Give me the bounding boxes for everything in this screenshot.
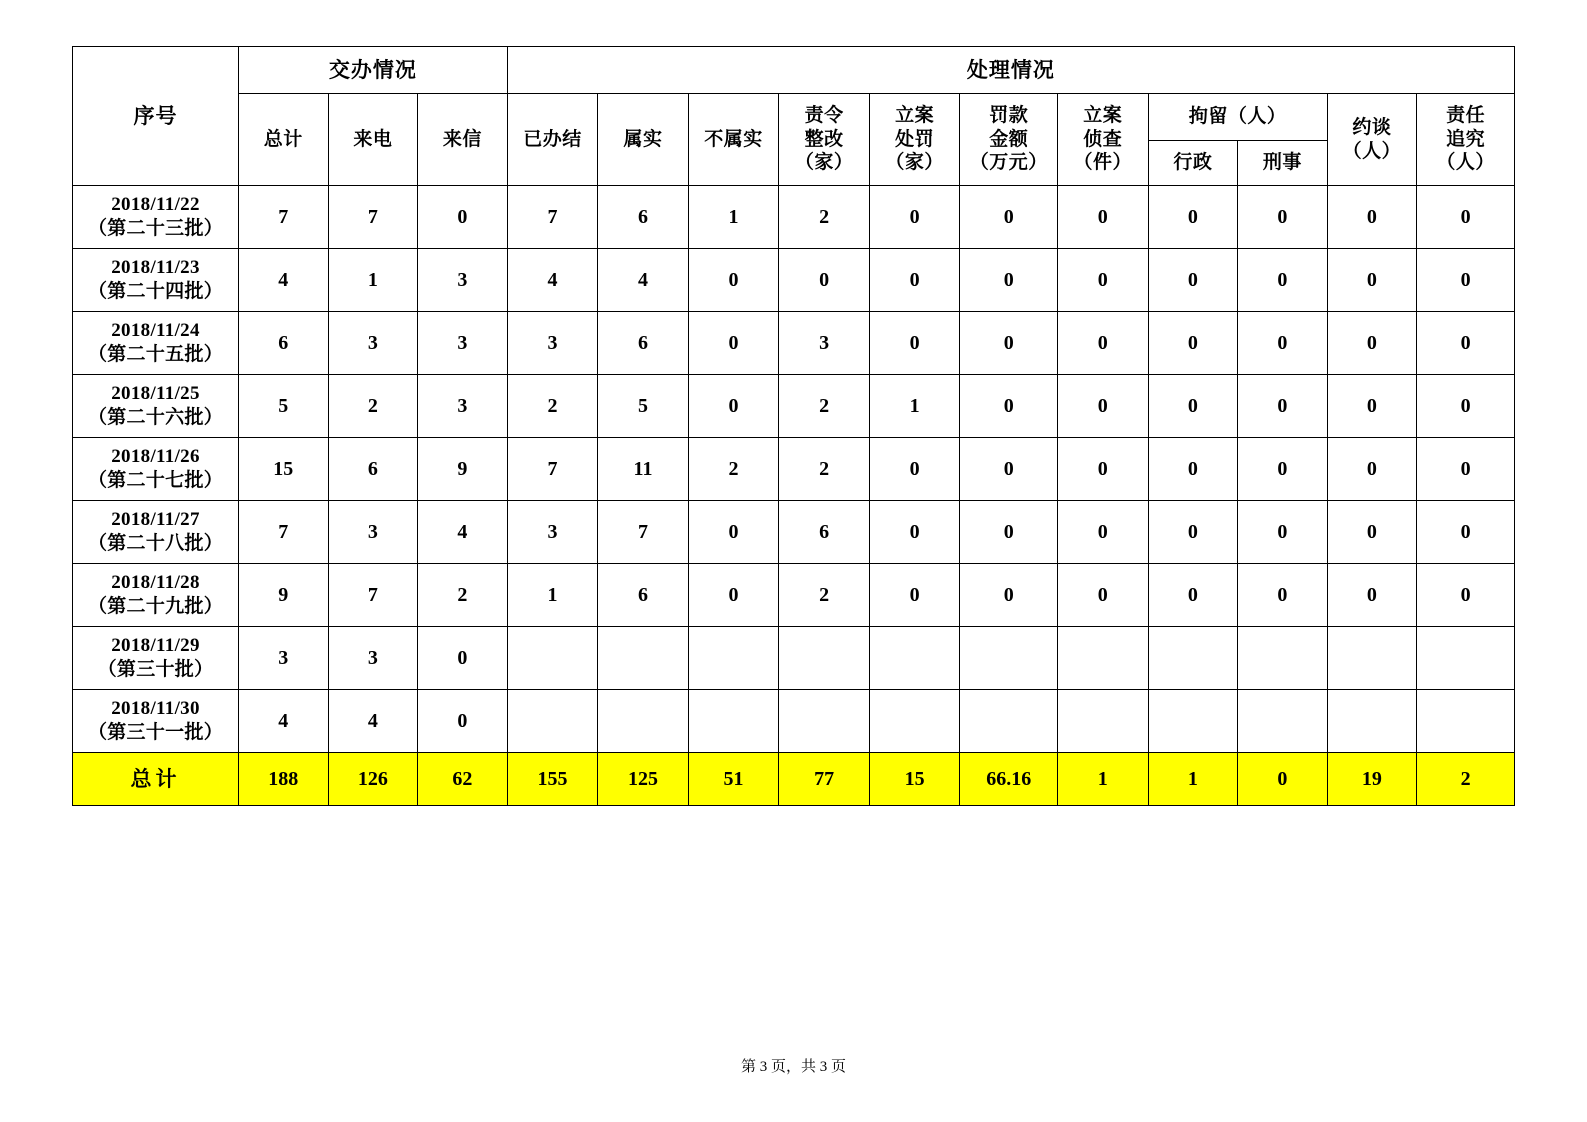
cell-detain-criminal: 0 [1238, 312, 1328, 375]
cell-detain-admin: 0 [1148, 375, 1238, 438]
table-header [73, 47, 1515, 186]
row-label [73, 627, 239, 690]
cell-call: 3 [328, 627, 418, 690]
cell-done: 4 [507, 249, 598, 312]
cell-order-rectify [779, 627, 870, 690]
cell-case-investigation [1058, 627, 1149, 690]
cell-call: 7 [328, 564, 418, 627]
cell-call: 3 [328, 501, 418, 564]
cell-done: 2 [507, 375, 598, 438]
row-date: 2018/11/24 [111, 320, 200, 342]
cell-total: 7 [239, 501, 329, 564]
cell-fine-amount: 0 [960, 501, 1058, 564]
report-table [72, 46, 1515, 806]
cell-detain-admin [1148, 690, 1238, 753]
cell-accountability: 0 [1417, 249, 1515, 312]
cell-case-investigation: 0 [1058, 564, 1149, 627]
table-row [73, 249, 1515, 312]
cell-detain-admin: 0 [1148, 438, 1238, 501]
cell-case-investigation [1058, 690, 1149, 753]
cell-accountability [1417, 627, 1515, 690]
header-col-fine-amount-line1: 罚款 [989, 104, 1029, 126]
cell-false-case: 1 [688, 186, 779, 249]
cell-detain-admin: 0 [1148, 564, 1238, 627]
header-col-case-investigation [1058, 94, 1149, 186]
cell-case-investigation: 0 [1058, 438, 1149, 501]
total-cell-false-case: 51 [688, 753, 779, 806]
row-batch: （第三十一批） [87, 722, 224, 743]
cell-detain-criminal: 0 [1238, 564, 1328, 627]
cell-letter: 9 [418, 438, 508, 501]
table-body [73, 186, 1515, 806]
header-col-detain-admin: 行政 [1148, 141, 1238, 186]
cell-interview: 0 [1327, 375, 1417, 438]
cell-accountability: 0 [1417, 375, 1515, 438]
cell-total: 9 [239, 564, 329, 627]
cell-accountability: 0 [1417, 438, 1515, 501]
cell-done: 3 [507, 312, 598, 375]
cell-total: 3 [239, 627, 329, 690]
header-col-false-case: 不属实 [688, 94, 779, 186]
cell-order-rectify [779, 690, 870, 753]
header-col-fine-amount-line3: （万元） [969, 152, 1048, 174]
table-row [73, 690, 1515, 753]
header-col-call: 来电 [328, 94, 418, 186]
cell-call: 6 [328, 438, 418, 501]
cell-fine-amount: 0 [960, 249, 1058, 312]
cell-true-case: 5 [598, 375, 689, 438]
header-col-case-investigation-line1: 立案 [1083, 104, 1123, 126]
cell-total: 7 [239, 186, 329, 249]
cell-accountability [1417, 690, 1515, 753]
cell-order-rectify: 2 [779, 438, 870, 501]
header-col-case-investigation-line3: （件） [1073, 152, 1133, 174]
total-cell-detain-criminal: 0 [1238, 753, 1328, 806]
header-col-order-rectify-line1: 责令 [804, 104, 844, 126]
cell-true-case: 6 [598, 312, 689, 375]
cell-interview: 0 [1327, 564, 1417, 627]
header-row-cols [73, 94, 1515, 141]
header-group-handle: 处理情况 [507, 47, 1514, 94]
cell-case-penalty: 0 [869, 438, 960, 501]
cell-accountability: 0 [1417, 501, 1515, 564]
header-group-assign: 交办情况 [239, 47, 508, 94]
header-col-fine-amount [960, 94, 1058, 186]
cell-order-rectify: 6 [779, 501, 870, 564]
row-batch: （第二十四批） [87, 281, 224, 302]
cell-call: 4 [328, 690, 418, 753]
cell-interview: 0 [1327, 438, 1417, 501]
cell-call: 2 [328, 375, 418, 438]
cell-false-case: 0 [688, 375, 779, 438]
table-row [73, 312, 1515, 375]
cell-call: 3 [328, 312, 418, 375]
cell-case-investigation: 0 [1058, 312, 1149, 375]
header-row-groups [73, 47, 1515, 94]
cell-total: 6 [239, 312, 329, 375]
row-date: 2018/11/23 [111, 257, 200, 279]
total-cell-detain-admin: 1 [1148, 753, 1238, 806]
total-cell-true-case: 125 [598, 753, 689, 806]
cell-case-penalty: 0 [869, 564, 960, 627]
cell-fine-amount: 0 [960, 312, 1058, 375]
cell-case-investigation: 0 [1058, 249, 1149, 312]
cell-case-penalty: 1 [869, 375, 960, 438]
total-cell-call: 126 [328, 753, 418, 806]
cell-letter: 4 [418, 501, 508, 564]
cell-case-investigation: 0 [1058, 501, 1149, 564]
total-cell-order-rectify: 77 [779, 753, 870, 806]
cell-fine-amount: 0 [960, 438, 1058, 501]
cell-detain-criminal: 0 [1238, 438, 1328, 501]
header-col-interview-line2: （人） [1342, 140, 1402, 162]
cell-false-case: 0 [688, 564, 779, 627]
header-col-order-rectify-line2: 整改 [804, 128, 844, 150]
header-col-interview [1327, 94, 1417, 186]
cell-case-investigation: 0 [1058, 375, 1149, 438]
table-row [73, 375, 1515, 438]
cell-false-case: 2 [688, 438, 779, 501]
row-label [73, 690, 239, 753]
cell-accountability: 0 [1417, 312, 1515, 375]
cell-detain-criminal: 0 [1238, 501, 1328, 564]
row-date: 2018/11/26 [111, 446, 200, 468]
row-batch: （第二十六批） [87, 407, 224, 428]
cell-call: 7 [328, 186, 418, 249]
cell-interview [1327, 690, 1417, 753]
header-col-total: 总计 [239, 94, 329, 186]
row-batch: （第二十五批） [87, 344, 224, 365]
header-col-case-penalty-line2: 处罚 [895, 128, 935, 150]
header-col-case-investigation-line2: 侦查 [1083, 128, 1123, 150]
row-date: 2018/11/28 [111, 572, 200, 594]
table-total-row [73, 753, 1515, 806]
row-label [73, 564, 239, 627]
header-col-detain-criminal: 刑事 [1238, 141, 1328, 186]
total-cell-letter: 62 [418, 753, 508, 806]
cell-detain-admin [1148, 627, 1238, 690]
cell-true-case: 4 [598, 249, 689, 312]
cell-false-case: 0 [688, 312, 779, 375]
table-row [73, 564, 1515, 627]
cell-letter: 0 [418, 627, 508, 690]
cell-order-rectify: 2 [779, 375, 870, 438]
header-col-order-rectify [779, 94, 870, 186]
cell-true-case: 11 [598, 438, 689, 501]
header-col-accountability-line2: 追究 [1446, 128, 1486, 150]
total-cell-done: 155 [507, 753, 598, 806]
cell-done: 3 [507, 501, 598, 564]
cell-letter: 3 [418, 249, 508, 312]
cell-true-case: 6 [598, 186, 689, 249]
cell-total: 4 [239, 690, 329, 753]
cell-done: 7 [507, 438, 598, 501]
cell-done: 1 [507, 564, 598, 627]
cell-detain-criminal: 0 [1238, 186, 1328, 249]
row-batch: （第二十九批） [87, 596, 224, 617]
header-col-case-penalty-line1: 立案 [895, 104, 935, 126]
cell-detain-criminal: 0 [1238, 375, 1328, 438]
row-batch: （第二十八批） [87, 533, 224, 554]
cell-letter: 0 [418, 690, 508, 753]
total-cell-interview: 19 [1327, 753, 1417, 806]
row-batch: （第二十三批） [87, 218, 224, 239]
row-batch: （第三十批） [97, 659, 214, 680]
cell-fine-amount: 0 [960, 375, 1058, 438]
table-row [73, 438, 1515, 501]
table-row [73, 186, 1515, 249]
row-label [73, 438, 239, 501]
cell-interview: 0 [1327, 501, 1417, 564]
cell-detain-criminal [1238, 627, 1328, 690]
cell-true-case: 6 [598, 564, 689, 627]
cell-call: 1 [328, 249, 418, 312]
header-col-interview-line1: 约谈 [1352, 116, 1392, 138]
row-date: 2018/11/29 [111, 635, 200, 657]
cell-done [507, 627, 598, 690]
header-col-case-penalty-line3: （家） [885, 152, 944, 174]
header-col-fine-amount-line2: 金额 [989, 128, 1029, 150]
header-seq: 序号 [73, 47, 239, 186]
row-label [73, 375, 239, 438]
cell-fine-amount [960, 627, 1058, 690]
header-col-done: 已办结 [507, 94, 598, 186]
cell-letter: 3 [418, 375, 508, 438]
header-col-letter: 来信 [418, 94, 508, 186]
cell-false-case [688, 627, 779, 690]
cell-case-penalty [869, 627, 960, 690]
row-date: 2018/11/25 [111, 383, 200, 405]
cell-fine-amount: 0 [960, 186, 1058, 249]
cell-interview [1327, 627, 1417, 690]
cell-letter: 0 [418, 186, 508, 249]
cell-detain-criminal: 0 [1238, 249, 1328, 312]
header-col-accountability-line3: （人） [1436, 152, 1495, 174]
row-date: 2018/11/27 [111, 509, 200, 531]
cell-detain-criminal [1238, 690, 1328, 753]
total-cell-case-investigation: 1 [1058, 753, 1149, 806]
cell-total: 4 [239, 249, 329, 312]
cell-case-penalty: 0 [869, 249, 960, 312]
cell-order-rectify: 2 [779, 564, 870, 627]
cell-interview: 0 [1327, 249, 1417, 312]
cell-order-rectify: 2 [779, 186, 870, 249]
total-cell-case-penalty: 15 [869, 753, 960, 806]
row-batch: （第二十七批） [87, 470, 224, 491]
cell-case-penalty [869, 690, 960, 753]
cell-letter: 2 [418, 564, 508, 627]
cell-case-penalty: 0 [869, 186, 960, 249]
cell-total: 15 [239, 438, 329, 501]
header-col-accountability [1417, 94, 1515, 186]
cell-done: 7 [507, 186, 598, 249]
row-date: 2018/11/30 [111, 698, 200, 720]
cell-fine-amount: 0 [960, 564, 1058, 627]
cell-letter: 3 [418, 312, 508, 375]
cell-order-rectify: 3 [779, 312, 870, 375]
cell-total: 5 [239, 375, 329, 438]
cell-true-case: 7 [598, 501, 689, 564]
cell-done [507, 690, 598, 753]
row-date: 2018/11/22 [111, 194, 200, 216]
row-label [73, 312, 239, 375]
cell-accountability: 0 [1417, 186, 1515, 249]
total-cell-fine-amount: 66.16 [960, 753, 1058, 806]
cell-case-penalty: 0 [869, 312, 960, 375]
cell-true-case [598, 690, 689, 753]
cell-false-case [688, 690, 779, 753]
row-label [73, 186, 239, 249]
total-row-label: 总计 [73, 753, 239, 806]
table-row [73, 501, 1515, 564]
cell-accountability: 0 [1417, 564, 1515, 627]
cell-false-case: 0 [688, 501, 779, 564]
header-col-detain: 拘留（人） [1148, 94, 1327, 141]
header-col-accountability-line1: 责任 [1446, 104, 1486, 126]
cell-detain-admin: 0 [1148, 186, 1238, 249]
cell-interview: 0 [1327, 312, 1417, 375]
cell-fine-amount [960, 690, 1058, 753]
cell-order-rectify: 0 [779, 249, 870, 312]
table-row [73, 627, 1515, 690]
cell-interview: 0 [1327, 186, 1417, 249]
total-cell-total: 188 [239, 753, 329, 806]
cell-detain-admin: 0 [1148, 501, 1238, 564]
page-footer: 第 3 页，共 3 页 [740, 1059, 846, 1075]
total-cell-accountability: 2 [1417, 753, 1515, 806]
header-col-case-penalty [869, 94, 960, 186]
header-col-order-rectify-line3: （家） [794, 152, 854, 174]
cell-false-case: 0 [688, 249, 779, 312]
cell-case-investigation: 0 [1058, 186, 1149, 249]
row-label [73, 249, 239, 312]
cell-true-case [598, 627, 689, 690]
cell-case-penalty: 0 [869, 501, 960, 564]
header-col-true-case: 属实 [598, 94, 689, 186]
cell-detain-admin: 0 [1148, 249, 1238, 312]
row-label [73, 501, 239, 564]
cell-detain-admin: 0 [1148, 312, 1238, 375]
